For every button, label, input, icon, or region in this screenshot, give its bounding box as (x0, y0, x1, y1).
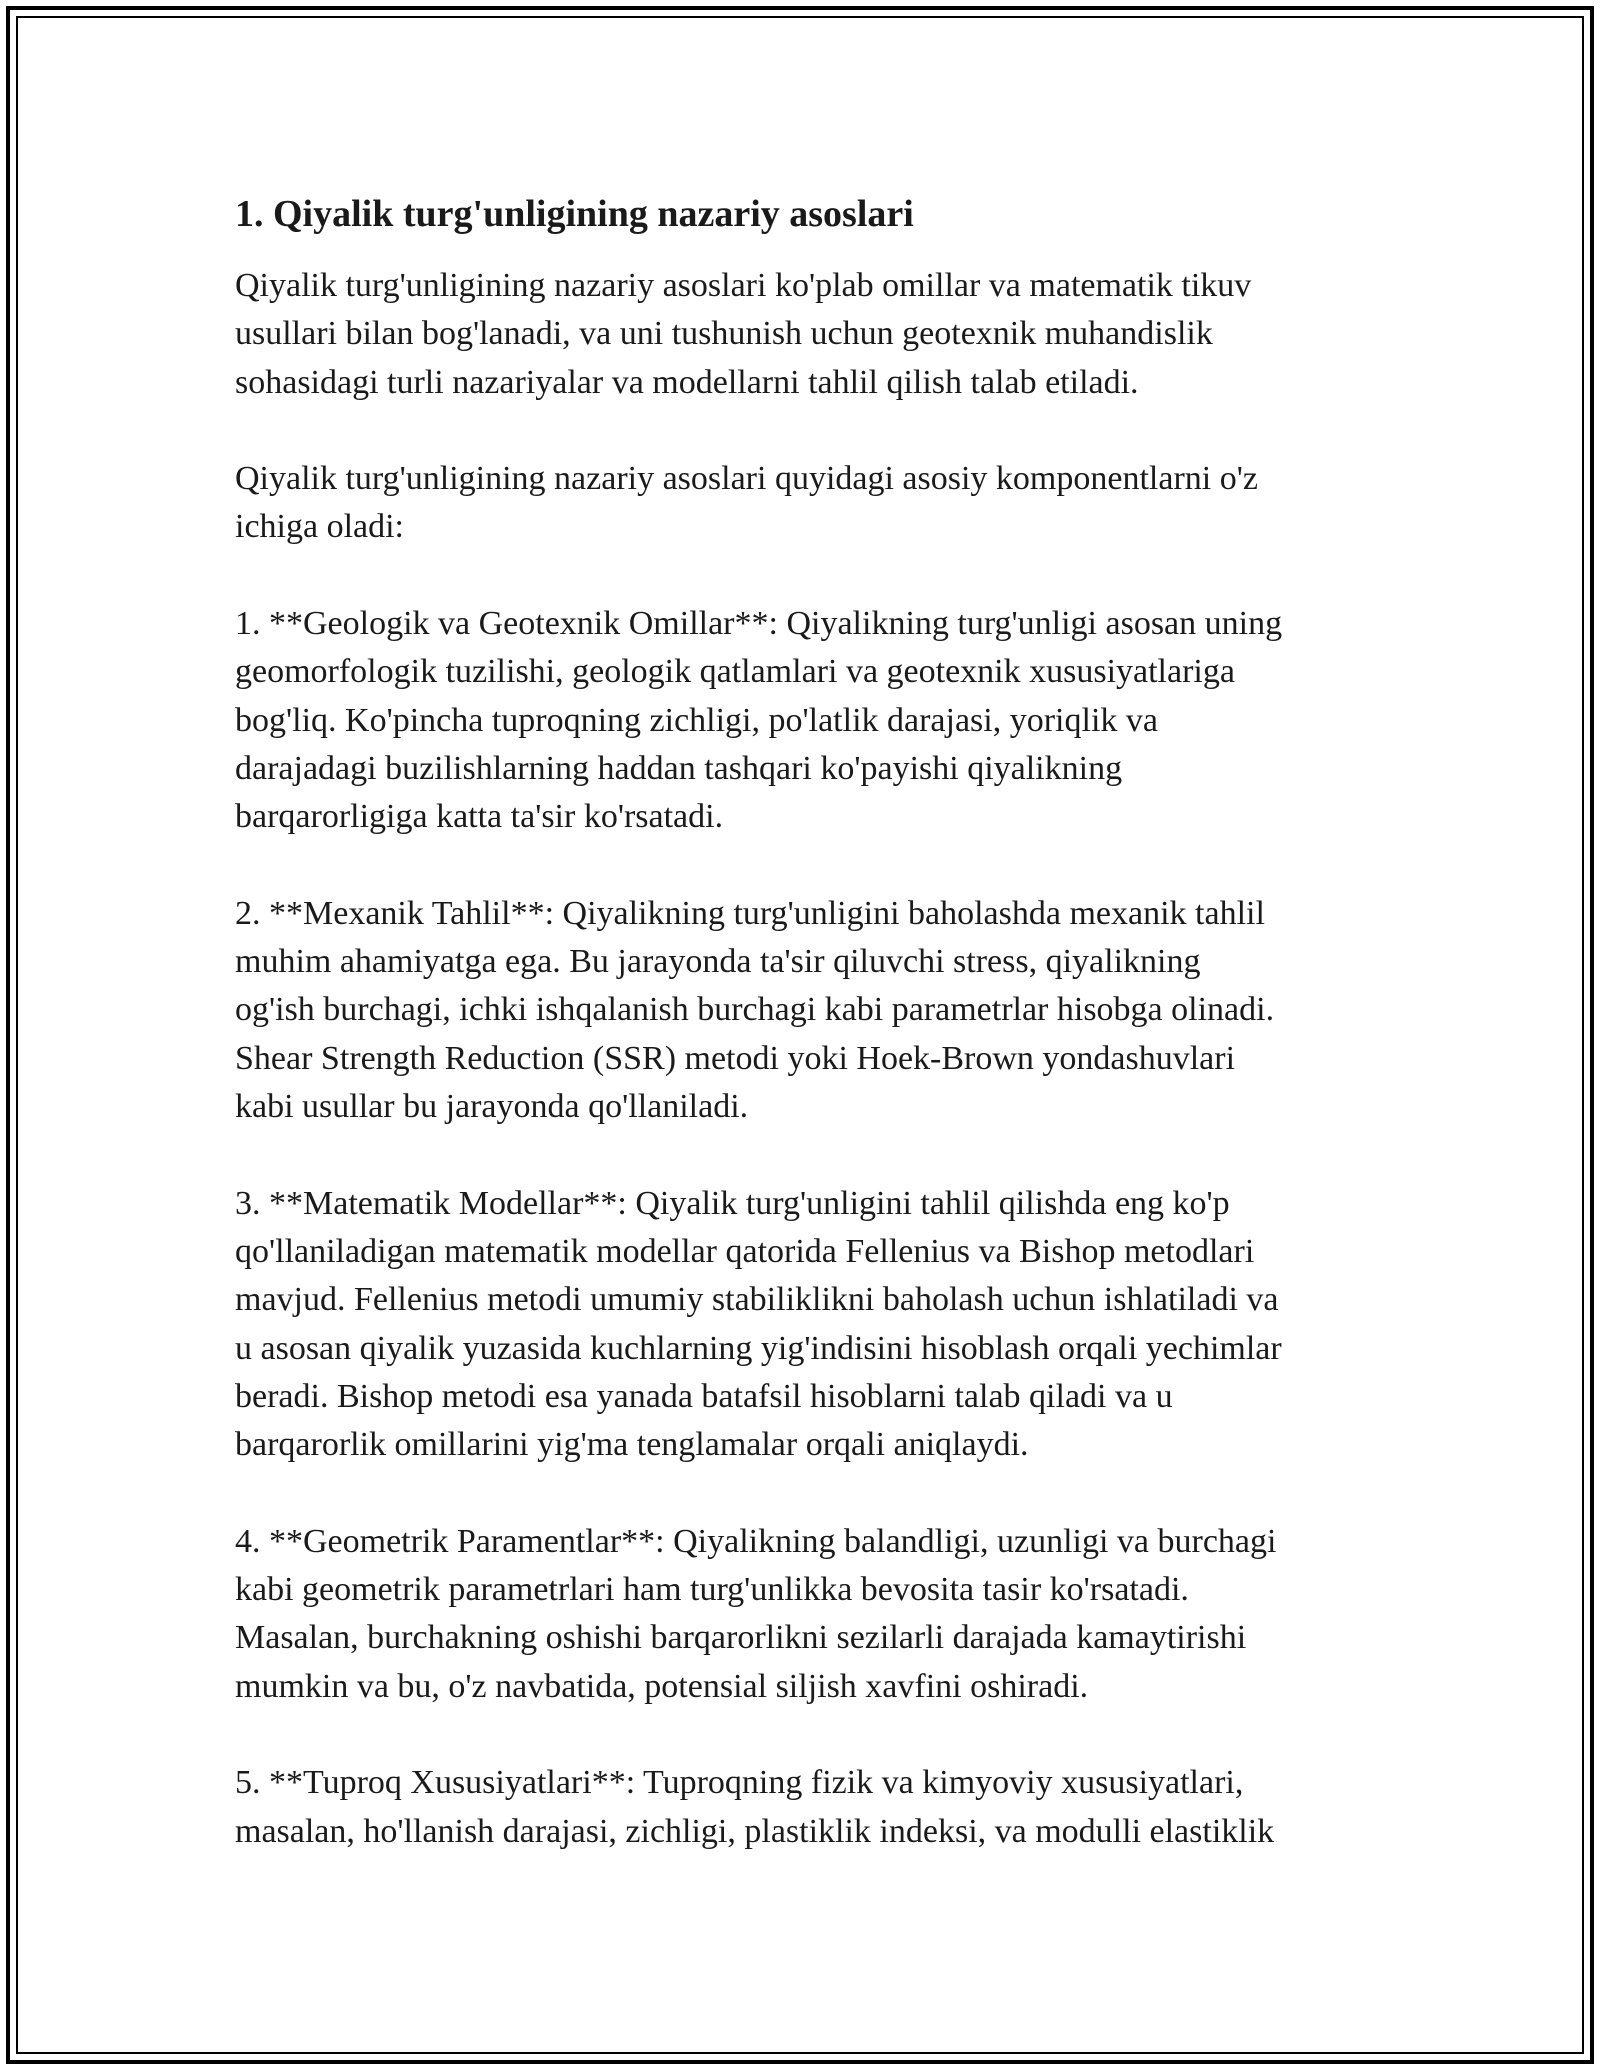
document-body (235, 186, 1385, 1904)
paragraph-intro: Qiyalik turg'unligining nazariy asoslari ko'plab omillar va matematik tikuv usullari bilan bog'lanadi, va uni tushunish uchun geotexnik muhandislik sohasidagi turli nazariyalar va modellarni tahlil qilish talab etiladi. (235, 267, 1252, 401)
paragraph-item-1: 1. **Geologik va Geotexnik Omillar**: Qiyalikning turg'unligi asosan uning geomorfologik tuzilishi, geologik qatlamlari va geotexnik xususiyatlariga bog'liq. Ko'pincha tuproqning zichligi, po'latlik darajasi, yoriqlik va darajadagi buzilishlarning haddan tashqari ko'payishi qiyalikning barqarorligiga katta ta'sir ko'rsatadi. (235, 605, 1283, 836)
paragraph-item-5: 5. **Tuproq Xususiyatlari**: Tuproqning fizik va kimyoviy xususiyatlari, masalan, ho'llanish darajasi, zichligi, plastiklik indeksi, va modulli elastiklik (235, 1764, 1275, 1850)
paragraph-components: Qiyalik turg'unligining nazariy asoslari quyidagi asosiy komponentlarni o'z ichiga oladi: (235, 460, 1258, 546)
paragraph-item-2: 2. **Mexanik Tahlil**: Qiyalikning turg'unligini baholashda mexanik tahlil muhim ahamiyatga ega. Bu jarayonda ta'sir qiluvchi stress, qiyalikning og'ish burchagi, ichki ishqalanish burchagi kabi parametrlar hisobga olinadi. Shear Strength Reduction (SSR) metodi yoki Hoek-Brown yondashuvlari kabi usullar bu jarayonda qo'llaniladi. (235, 894, 1275, 1126)
section-heading: 1. Qiyalik turg'unligining nazariy asoslari (235, 193, 914, 235)
paragraph-item-4: 4. **Geometrik Paramentlar**: Qiyalikning balandligi, uzunligi va burchagi kabi geometrik parametrlari ham turg'unlikka bevosita tasir ko'rsatadi. Masalan, burchakning oshishi barqarorlikni sezilarli darajada kamaytirishi mumkin va bu, o'z navbatida, potensial siljish xavfini oshiradi. (235, 1522, 1277, 1705)
paragraph-item-3: 3. **Matematik Modellar**: Qiyalik turg'unligini tahlil qilishda eng ko'p qo'llaniladigan matematik modellar qatorida Fellenius va Bishop metodlari mavjud. Fellenius metodi umumiy stabiliklikni baholash uchun ishlatiladi va u asosan qiyalik yuzasida kuchlarning yig'indisini hisoblash orqali yechimlar beradi. Bishop metodi esa yanada batafsil hisoblarni talab qiladi va u barqarorlik omillarini yig'ma tenglamalar orqali aniqlaydi. (235, 1184, 1282, 1464)
